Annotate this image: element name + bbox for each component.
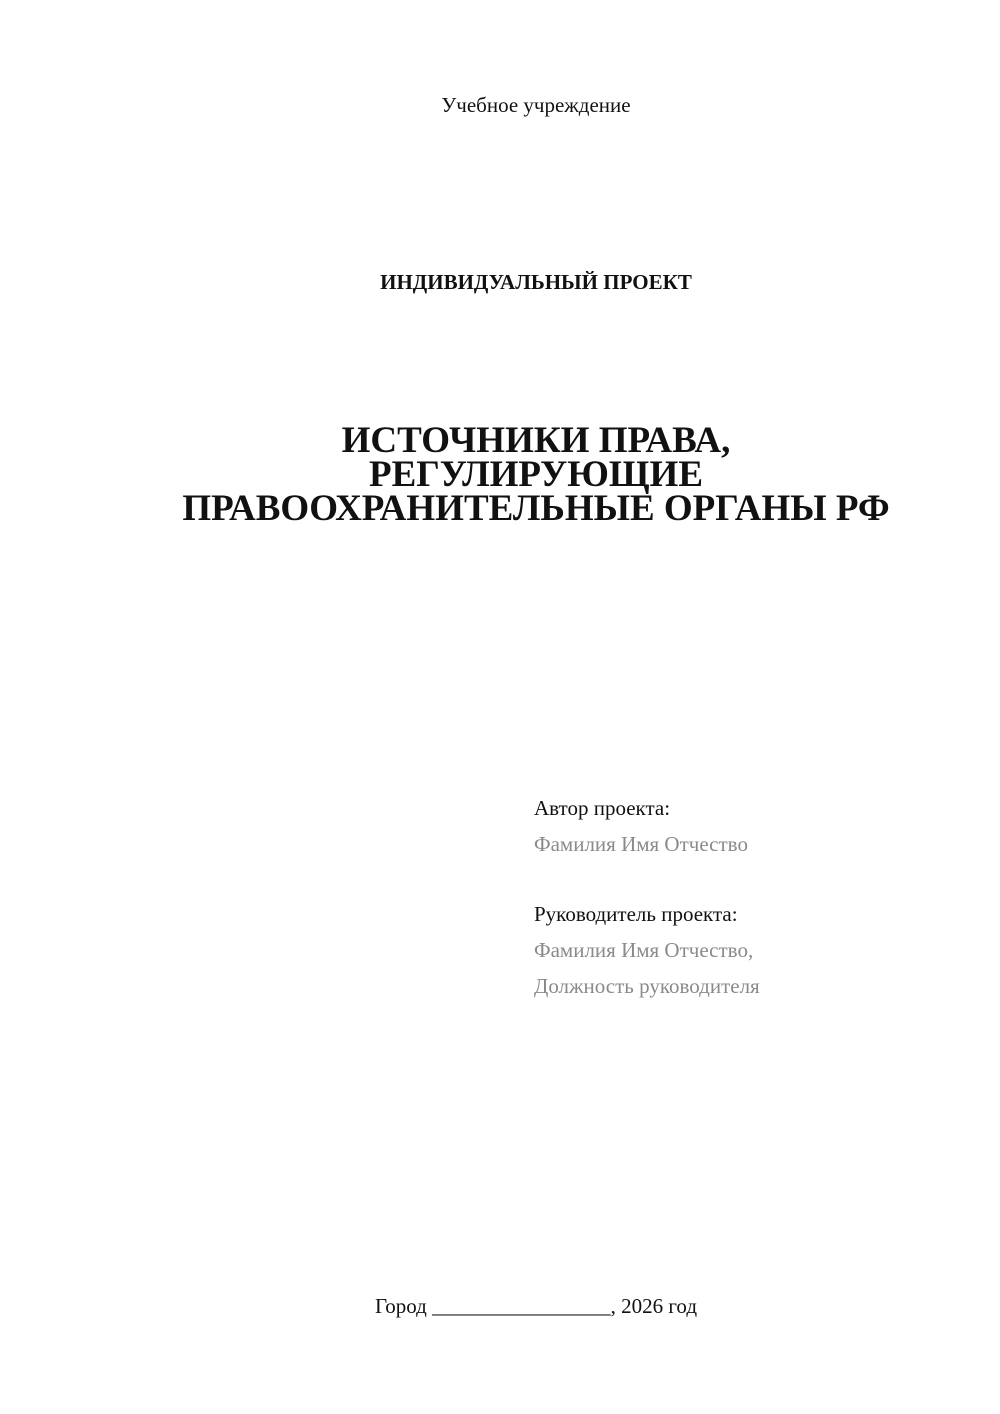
supervisor-position-placeholder: Должность руководителя: [534, 974, 760, 998]
block-spacer: [534, 862, 974, 896]
project-type-heading: ИНДИВИДУАЛЬНЫЙ ПРОЕКТ: [380, 270, 692, 294]
supervisor-label: Руководитель проекта:: [534, 902, 738, 926]
author-name-placeholder: Фамилия Имя Отчество: [534, 832, 748, 856]
project-title: [0, 420, 1000, 529]
institution-name: Учебное учреждение: [441, 93, 631, 117]
supervisor-name-placeholder: Фамилия Имя Отчество,: [534, 938, 754, 962]
author-label: Автор проекта:: [534, 796, 671, 820]
project-title-line-2: РЕГУЛИРУЮЩИЕ: [368, 454, 704, 495]
project-title-line-3: ПРАВООХРАНИТЕЛЬНЫЕ ОРГАНЫ РФ: [182, 488, 890, 529]
project-title-line-1: ИСТОЧНИКИ ПРАВА,: [341, 420, 731, 461]
authors-block: [534, 790, 974, 1004]
city-year-footer: Город _________________, 2026 год: [374, 1294, 698, 1318]
